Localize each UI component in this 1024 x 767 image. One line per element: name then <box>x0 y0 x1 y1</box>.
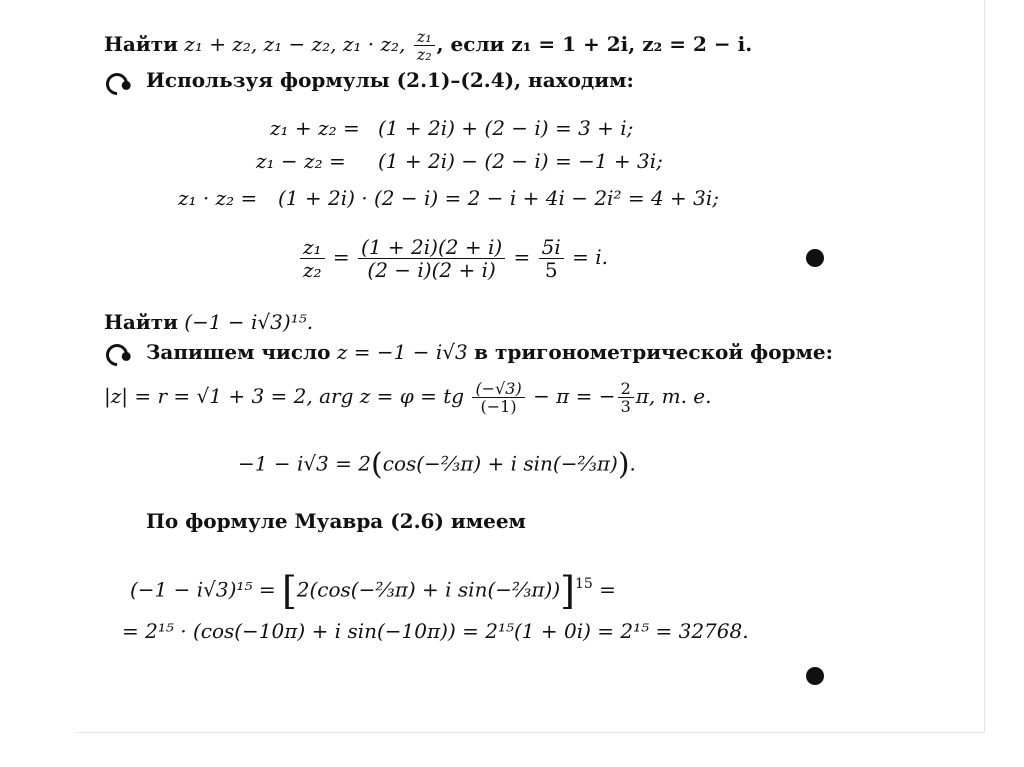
fraction-numerator: (1 + 2i)(2 + i) <box>358 236 505 259</box>
trig-lhs: −1 − i√3 = 2 <box>238 451 372 476</box>
equation-product-rhs: (1 + 2i) · (2 − i) = 2 − i + 4i − 2i² = 4 + 3i; <box>278 186 719 210</box>
fraction-denominator: 5 <box>544 258 558 282</box>
left-paren: ( <box>371 447 383 482</box>
moivre-line-1-lhs: (−1 − i√3)¹⁵ = <box>130 577 276 602</box>
trig-form-line <box>238 447 636 482</box>
fraction-numerator: z₁ <box>414 28 435 46</box>
modulus-text: |z| = r = √1 + 3 = 2, arg z = φ = tg <box>104 384 465 408</box>
problem-2-expr: (−1 − i√3)¹⁵. <box>184 310 314 334</box>
equation-sum-rhs: (1 + 2i) + (2 − i) = 3 + i; <box>378 116 634 140</box>
pi-fraction <box>618 380 634 415</box>
problem-1-exprs: z₁ + z₂, z₁ − z₂, z₁ · z₂, <box>184 32 406 56</box>
quotient-middle-fraction <box>358 236 505 281</box>
equation-difference-rhs: (1 + 2i) − (2 − i) = −1 + 3i; <box>378 149 663 173</box>
problem-2-prompt: Найти <box>104 310 178 334</box>
moivre-line-1-tail: = <box>599 577 616 602</box>
quotient-lhs-fraction <box>300 236 325 281</box>
problem-1-prompt: Найти <box>104 32 178 56</box>
left-bracket: [ <box>281 569 297 613</box>
solution-2-intro-b: в тригонометрической форме: <box>474 340 833 364</box>
fraction-numerator: 2 <box>618 380 634 398</box>
fraction-numerator: z₁ <box>300 236 325 259</box>
solution-2-intro <box>146 340 833 364</box>
solution-2-intro-a: Запишем число <box>146 340 331 364</box>
pi-tail: π, т. е. <box>635 384 712 408</box>
quotient-result-fraction <box>539 236 564 281</box>
trig-body: cos(−⅔π) + i sin(−⅔π) <box>382 451 618 476</box>
equation-quotient: $\frac{\text{z₁}}{\text{z₂}}$ = $\frac{(1 + 2i)(2 + i)}{(2 - i)(2 + i)}$ = $\frac{5i}{5}$ = i. <box>298 236 608 281</box>
equation-difference-lhs: z₁ − z₂ = <box>256 149 346 173</box>
fraction-denominator: z₂ <box>416 45 432 64</box>
equation-product-lhs: z₁ · z₂ = <box>178 186 258 210</box>
quotient-tail: = i. <box>572 245 609 269</box>
tg-tail: − π = − <box>533 384 616 408</box>
moivre-intro: По формуле Муавра (2.6) имеем <box>146 509 526 533</box>
moivre-line-1 <box>130 569 616 613</box>
solution-2-intro-expr: z = −1 − i√3 <box>336 340 468 364</box>
problem-1-condition: , если z₁ = 1 + 2i, z₂ = 2 − i. <box>436 32 753 56</box>
right-paren: ) <box>617 447 630 482</box>
right-bracket: ] <box>560 569 575 613</box>
solution-1-intro: Используя формулы (2.1)–(2.4), находим: <box>146 68 634 92</box>
fraction-numerator: (−√3) <box>472 380 524 398</box>
filled-dot-marker-icon <box>806 667 824 685</box>
equation-sum-lhs: z₁ + z₂ = <box>270 116 360 140</box>
modulus-argument-line <box>104 380 711 415</box>
filled-dot-marker-icon <box>806 249 824 267</box>
fraction-denominator: 3 <box>620 397 631 416</box>
moivre-exponent: 15 <box>574 576 593 593</box>
moivre-line-1-body: 2(cos(−⅔π) + i sin(−⅔π)) <box>296 577 561 602</box>
tg-fraction <box>472 380 524 415</box>
fraction-denominator: z₂ <box>303 258 322 282</box>
problem-1-statement <box>104 28 752 63</box>
moivre-line-2: = 2¹⁵ · (cos(−10π) + i sin(−10π)) = 2¹⁵(1 + 0i) = 2¹⁵ = 32768. <box>122 619 749 643</box>
trig-end: . <box>629 451 636 476</box>
problem-1-fraction <box>414 28 435 63</box>
fraction-denominator: (2 − i)(2 + i) <box>367 258 496 282</box>
problem-2-statement <box>104 310 313 334</box>
fraction-denominator: (−1) <box>480 397 517 416</box>
fraction-numerator: 5i <box>539 236 564 259</box>
